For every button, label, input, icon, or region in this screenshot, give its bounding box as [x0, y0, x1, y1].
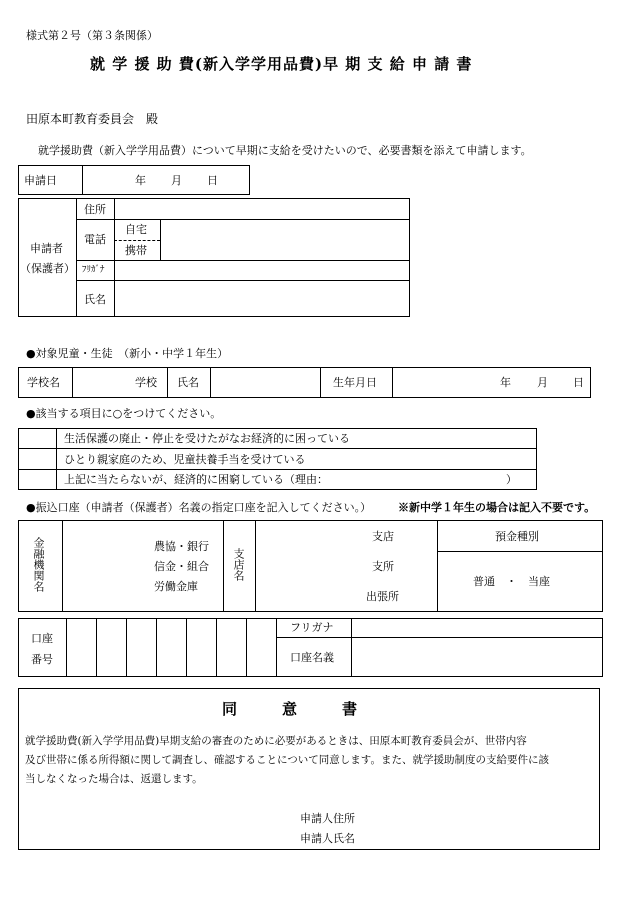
birthdate-label: 生年月日: [333, 376, 377, 389]
check-cell-3[interactable]: [19, 470, 55, 489]
institution-type-2: 信金・組合: [154, 560, 209, 573]
institution-name-field[interactable]: [64, 522, 150, 610]
check-section-heading: ●該当する項目に○をつけてください。: [26, 407, 222, 420]
application-day-label: 日: [207, 174, 218, 187]
account-digit-1[interactable]: [67, 619, 95, 676]
branch-type-3: 出張所: [366, 590, 399, 603]
form-number: 様式第２号（第３条関係）: [26, 29, 158, 42]
bank-section-note: ※新中学１年生の場合は記入不要です。: [398, 501, 596, 514]
application-date-input[interactable]: [84, 167, 248, 193]
institution-label: 金融機関名: [32, 537, 45, 592]
birth-year-label: 年: [500, 376, 511, 389]
check-item-3-close: ）: [506, 473, 517, 486]
school-name-label: 学校名: [27, 376, 60, 389]
account-number-label-1: 口座: [31, 632, 53, 645]
consent-address-field[interactable]: [362, 810, 592, 826]
check-cell-1[interactable]: [19, 429, 55, 447]
deposit-type-label: 預金種別: [495, 530, 539, 543]
phone-label: 電話: [84, 233, 106, 246]
applicant-furigana-label: ﾌﾘｶﾞﾅ: [82, 265, 105, 275]
branch-name-field[interactable]: [257, 522, 365, 610]
applicant-label: 申請者: [30, 242, 63, 255]
birthdate-field[interactable]: [394, 369, 494, 396]
applicant-name-field[interactable]: [116, 282, 408, 315]
consent-title: 同 意 書: [222, 700, 358, 718]
deposit-type-options[interactable]: 普通 ・ 当座: [473, 575, 550, 588]
account-furigana-field[interactable]: [353, 619, 601, 636]
application-month-label: 月: [171, 174, 182, 187]
page-title: 就 学 援 助 費(新入学学用品費)早 期 支 給 申 請 書: [90, 55, 473, 73]
account-name-field[interactable]: [353, 639, 601, 676]
mobile-phone-field[interactable]: [162, 241, 408, 259]
child-section-heading: ●対象児童・生徒 （新小・中学１年生）: [26, 347, 229, 360]
account-furigana-label: フリガナ: [290, 621, 334, 634]
addressee: 田原本町教育委員会 殿: [26, 112, 159, 126]
check-item-2: ひとり親家庭のため、児童扶養手当を受けている: [64, 453, 306, 466]
school-name-field[interactable]: [74, 369, 132, 396]
address-label: 住所: [84, 203, 106, 216]
intro-text: 就学援助費（新入学学用品費）について早期に支給を受けたいので、必要書類を添えて申請します。: [38, 144, 532, 157]
branch-type-1: 支店: [372, 530, 394, 543]
check-item-1: 生活保護の廃止・停止を受けたがなお経済的に困っている: [64, 432, 350, 445]
home-phone-field[interactable]: [162, 221, 408, 239]
account-digit-4[interactable]: [157, 619, 185, 676]
consent-line-3: 当しなくなった場合は、返還します。: [25, 773, 203, 785]
branch-type-2: 支所: [372, 560, 394, 573]
home-phone-label: 自宅: [125, 223, 147, 236]
institution-type-3: 労働金庫: [154, 580, 198, 593]
branch-label: 支店名: [232, 548, 245, 581]
school-suffix: 学校: [135, 376, 157, 389]
account-digit-3[interactable]: [127, 619, 155, 676]
birth-day-label: 日: [573, 376, 584, 389]
account-digit-5[interactable]: [187, 619, 215, 676]
child-name-label: 氏名: [177, 376, 199, 389]
institution-type-1: 農協・銀行: [154, 540, 209, 553]
application-date-label: 申請日: [24, 174, 57, 187]
account-number-label-2: 番号: [31, 653, 53, 666]
applicant-furigana-field[interactable]: [116, 262, 408, 279]
account-digit-6[interactable]: [217, 619, 245, 676]
birth-month-label: 月: [537, 376, 548, 389]
check-item-3: 上記に当たらないが、経済的に困窮している（理由：: [64, 473, 328, 486]
account-digit-2[interactable]: [97, 619, 125, 676]
address-field[interactable]: [116, 200, 408, 218]
applicant-sub-label: （保護者）: [20, 262, 75, 275]
consent-name-field[interactable]: [362, 830, 592, 846]
consent-name-label: 申請人氏名: [300, 832, 355, 845]
consent-address-label: 申請人住所: [300, 812, 355, 825]
reason-field[interactable]: [348, 471, 503, 488]
applicant-name-label: 氏名: [84, 293, 106, 306]
account-name-label: 口座名義: [290, 651, 334, 664]
application-year-label: 年: [135, 174, 146, 187]
check-cell-2[interactable]: [19, 449, 55, 468]
consent-line-2: 及び世帯に係る所得額に関して調査し、確認することについて同意します。また、就学援助制度の支給要件に該: [25, 754, 549, 766]
account-digit-7[interactable]: [247, 619, 275, 676]
bank-section-heading: ●振込口座（申請者（保護者）名義の指定口座を記入してください。）: [26, 501, 372, 514]
consent-line-1: 就学援助費(新入学学用品費)早期支給の審査のために必要があるときは、田原本町教育委員会が、世帯内容: [25, 735, 527, 747]
child-name-field[interactable]: [212, 369, 318, 396]
mobile-phone-label: 携帯: [125, 244, 147, 257]
